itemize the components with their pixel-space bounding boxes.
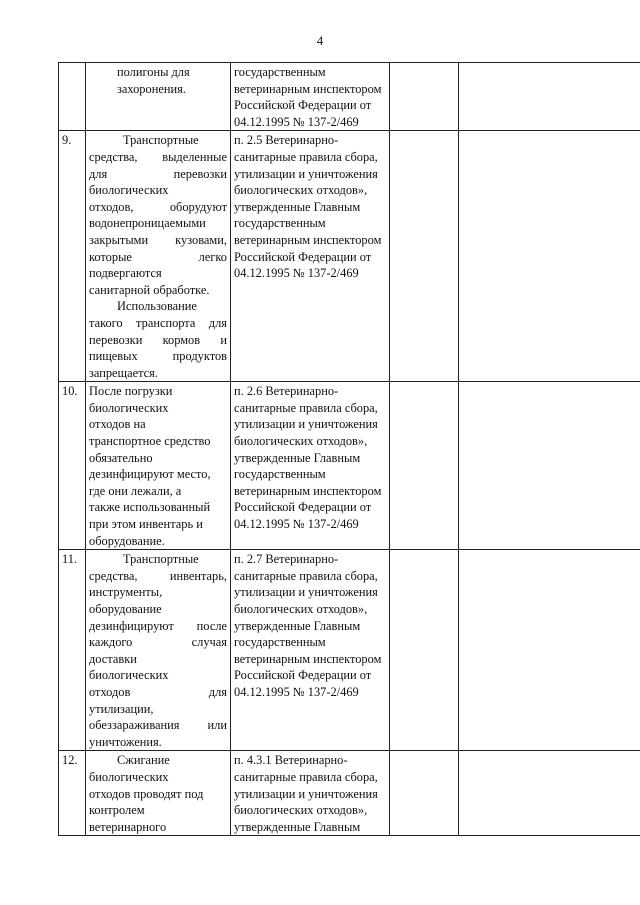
requirement-line: доставки <box>89 651 137 666</box>
source-line: государственным <box>234 65 326 79</box>
source-line: Российской Федерации от <box>234 500 372 515</box>
source-line: биологических отходов», <box>234 602 368 616</box>
requirement-line: ветеринарного <box>89 819 167 834</box>
requirement-line: средства, выделенные <box>89 149 227 164</box>
row-number: 10. <box>59 382 86 550</box>
requirement-line: отходов для <box>89 684 227 699</box>
requirement-line: дезинфицируют место, <box>89 467 211 482</box>
requirement-line: Сжигание <box>117 753 170 768</box>
requirement-line: биологических <box>89 183 169 198</box>
row-number: 11. <box>59 550 86 751</box>
source-line: государственным <box>234 216 326 231</box>
source-line: биологических отходов», <box>234 803 368 818</box>
requirement-line: биологических <box>89 769 169 784</box>
empty-cell <box>459 550 640 751</box>
source-line: санитарные правила сбора, <box>234 568 378 583</box>
requirement-line: также использованный <box>89 500 211 515</box>
source-line: санитарные правила сбора, <box>234 400 378 415</box>
requirement-line: отходов, оборудуют <box>89 199 227 214</box>
table-row <box>59 382 640 550</box>
requirement-line: биологических <box>89 668 169 683</box>
requirement-line: Транспортные <box>123 133 199 148</box>
requirement-line: Транспортные <box>123 552 199 567</box>
row-number <box>59 63 86 131</box>
requirement-line: для перевозки <box>89 166 227 181</box>
source-line: 04.12.1995 № 137-2/469 <box>234 114 359 129</box>
requirement-cell <box>86 382 231 550</box>
source-line: санитарные правила сбора, <box>234 149 378 164</box>
requirement-line: захоронения. <box>117 81 186 96</box>
source-line: 04.12.1995 № 137-2/469 <box>234 517 359 532</box>
row-number: 12. <box>59 751 86 836</box>
source-line: 04.12.1995 № 137-2/469 <box>234 684 359 699</box>
row-number: 9. <box>59 131 86 382</box>
requirement-cell <box>86 751 231 836</box>
source-line: ветеринарным инспектором <box>234 81 382 96</box>
table-row <box>59 751 640 836</box>
requirement-line: обязательно <box>89 450 153 465</box>
source-line: утвержденные Главным <box>234 819 361 834</box>
source-line: утвержденные Главным <box>234 450 361 465</box>
empty-cell <box>390 131 459 382</box>
source-line: 04.12.1995 № 137-2/469 <box>234 266 359 281</box>
requirement-line: Использование <box>117 299 197 314</box>
source-line: государственным <box>234 635 326 650</box>
requirement-line: биологических <box>89 400 169 415</box>
empty-cell <box>459 63 640 131</box>
source-line: утилизации и уничтожения <box>234 417 378 432</box>
requirement-line: отходов проводят под <box>89 786 204 801</box>
requirement-line: закрытыми кузовами, <box>89 232 227 247</box>
table-row <box>59 63 640 131</box>
requirement-cell <box>86 131 231 382</box>
source-line: п. 2.6 Ветеринарно- <box>234 384 339 399</box>
requirement-line: пищевых продуктов <box>89 349 227 364</box>
source-cell <box>231 550 390 751</box>
requirement-line: подвергаются <box>89 266 162 281</box>
source-line: п. 2.7 Ветеринарно- <box>234 552 339 567</box>
empty-cell <box>390 550 459 751</box>
requirement-line: уничтожения. <box>89 734 162 749</box>
source-cell <box>231 751 390 836</box>
empty-cell <box>459 131 640 382</box>
requirement-line: где они лежали, а <box>89 483 182 498</box>
empty-cell <box>390 751 459 836</box>
source-line: биологических отходов», <box>234 183 368 198</box>
source-line: утилизации и уничтожения <box>234 166 378 181</box>
requirement-line: отходов на <box>89 417 146 432</box>
requirement-line: контролем <box>89 803 145 818</box>
requirement-line: дезинфицируют после <box>89 618 227 633</box>
empty-cell <box>459 751 640 836</box>
requirement-line: каждого случая <box>89 635 227 650</box>
requirement-line: транспортное средство <box>89 434 211 449</box>
page-number: 4 <box>316 33 324 48</box>
requirement-line: санитарной обработке. <box>89 282 210 297</box>
empty-cell <box>390 382 459 550</box>
source-cell <box>231 131 390 382</box>
source-line: Российской Федерации от <box>234 249 372 264</box>
requirements-table <box>58 62 640 836</box>
table-row <box>59 550 640 751</box>
source-line: утвержденные Главным <box>234 199 361 214</box>
requirement-line: средства, инвентарь, <box>89 568 227 583</box>
requirement-line: оборудование. <box>89 533 165 548</box>
source-line: утилизации и уничтожения <box>234 585 378 600</box>
requirement-line: которые легко <box>89 249 227 264</box>
source-line: санитарные правила сбора, <box>234 769 378 784</box>
requirement-line: водонепроницаемыми <box>89 216 206 231</box>
source-line: п. 4.3.1 Ветеринарно- <box>234 753 348 768</box>
source-line: биологических отходов», <box>234 434 368 449</box>
requirement-line: обеззараживания или <box>89 718 227 733</box>
source-line: ветеринарным инспектором <box>234 232 382 247</box>
requirement-line: запрещается. <box>89 365 158 380</box>
requirement-line: перевозки кормов и <box>89 332 227 347</box>
requirement-line: инструменты, <box>89 585 163 600</box>
source-line: ветеринарным инспектором <box>234 483 382 498</box>
requirement-cell <box>86 63 231 131</box>
source-cell <box>231 63 390 131</box>
requirement-line: при этом инвентарь и <box>89 517 203 532</box>
source-line: ветеринарным инспектором <box>234 651 382 666</box>
requirement-line: полигоны для <box>117 65 190 79</box>
source-cell <box>231 382 390 550</box>
source-line: государственным <box>234 467 326 482</box>
source-line: утвержденные Главным <box>234 618 361 633</box>
requirement-line: оборудование <box>89 602 162 616</box>
table-row <box>59 131 640 382</box>
empty-cell <box>459 382 640 550</box>
source-line: утилизации и уничтожения <box>234 786 378 801</box>
requirement-line: утилизации, <box>89 701 154 716</box>
source-line: Российской Федерации от <box>234 668 372 683</box>
source-line: п. 2.5 Ветеринарно- <box>234 133 339 148</box>
requirement-line: такого транспорта для <box>89 315 227 330</box>
requirement-line: После погрузки <box>89 384 173 399</box>
requirement-cell <box>86 550 231 751</box>
empty-cell <box>390 63 459 131</box>
source-line: Российской Федерации от <box>234 98 372 113</box>
